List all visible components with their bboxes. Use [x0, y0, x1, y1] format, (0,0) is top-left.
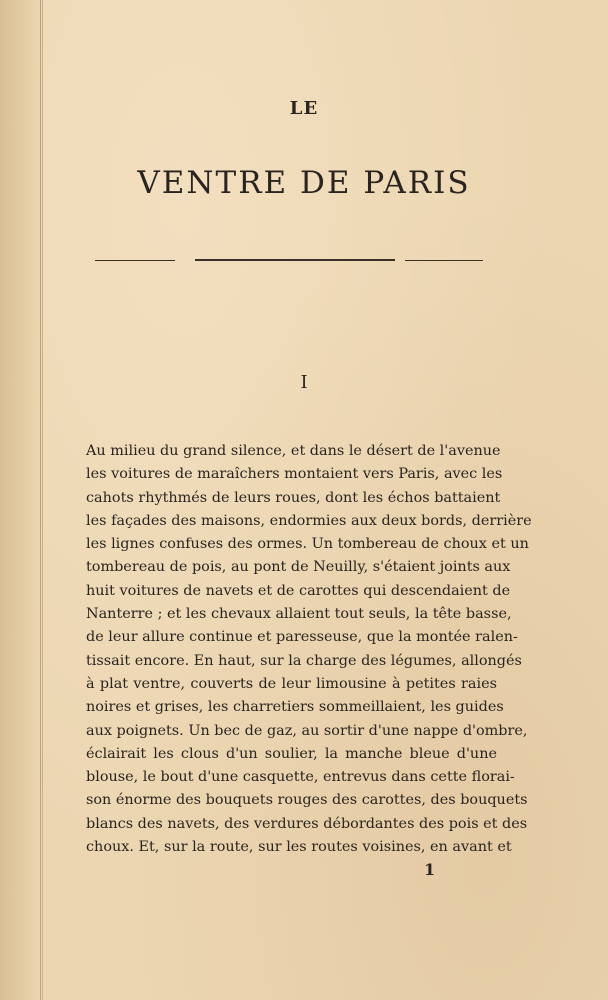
text-line: les voitures de maraîchers montaient vers Paris, avec les	[86, 466, 503, 483]
title-rule-left	[95, 260, 175, 261]
title-rule-right	[405, 260, 483, 261]
text-line: à plat ventre, couverts de leur limousine à petites raies	[86, 675, 497, 692]
text-line: tombereau de pois, au pont de Neuilly, s'étaient joints aux	[86, 559, 511, 576]
text-line: Au milieu du grand silence, et dans le désert de l'avenue	[86, 443, 501, 459]
gutter-line	[40, 0, 41, 1000]
supertitle: LE	[289, 98, 319, 119]
text-line: de leur allure continue et paresseuse, que la montée ralen-	[86, 629, 518, 646]
text-line: Nanterre ; et les chevaux allaient tout seuls, la tête basse,	[86, 606, 512, 623]
text-line: son énorme des bouquets rouges des carottes, des bouquets	[86, 792, 528, 809]
page-title: VENTRE DE PARIS	[137, 165, 471, 201]
page-gutter	[0, 0, 43, 1000]
text-line: choux. Et, sur la route, sur les routes voisines, en avant et	[86, 839, 512, 856]
page-number: 1	[424, 860, 436, 879]
text-line: huit voitures de navets et de carottes qui descendaient de	[86, 582, 511, 599]
text-line: noires et grises, les charretiers sommeillaient, les guides	[86, 699, 504, 716]
text-line: blancs des navets, des verdures débordantes des pois et des	[86, 815, 528, 832]
text-line: blouse, le bout d'une casquette, entrevus dans cette florai-	[86, 769, 515, 786]
text-line: aux poignets. Un bec de gaz, au sortir d'une nappe d'ombre,	[86, 722, 528, 739]
text-line: cahots rhythmés de leurs roues, dont les échos battaient	[86, 489, 501, 506]
title-rule-center	[195, 259, 395, 261]
text-line: les lignes confuses des ormes. Un tombereau de choux et un	[86, 536, 529, 553]
chapter-number: I	[300, 372, 308, 393]
body-paragraph	[86, 440, 532, 859]
text-line: éclairait les clous d'un soulier, la manche bleue d'une	[86, 745, 497, 762]
text-line: tissait encore. En haut, sur la charge des légumes, allongés	[86, 652, 522, 669]
text-line: les façades des maisons, endormies aux deux bords, derrière	[86, 512, 532, 529]
